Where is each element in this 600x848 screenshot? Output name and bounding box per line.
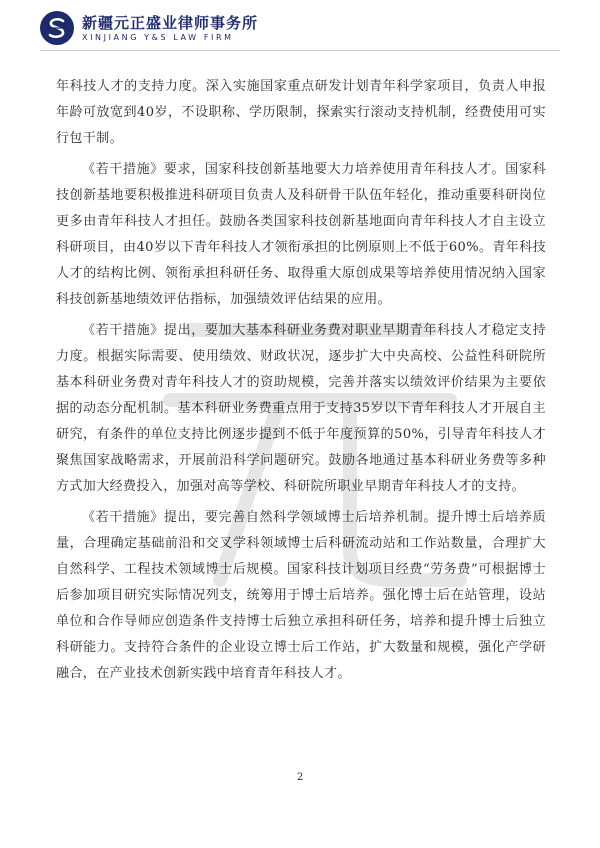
header-divider bbox=[40, 50, 560, 51]
paragraph-1: 年科技人才的支持力度。深入实施国家重点研发计划青年科学家项目，负责人申报年龄可放宽到40岁，不设职称、学历限制，探索实行滚动支持机制，经费使用可实行包干制。 bbox=[56, 79, 546, 146]
firm-brand bbox=[82, 14, 258, 43]
page-header bbox=[40, 6, 340, 50]
firm-name-en: XINJIANG Y&S LAW FIRM bbox=[82, 32, 234, 42]
paragraph-2: 《若干措施》要求，国家科技创新基地要大力培养使用青年科技人才。国家科技创新基地要积极推进科研项目负责人及科研骨干队伍年轻化，推动重要科研岗位更多由青年科技人才担任。鼓励各类国家科技创新基地面向青年科技人才自主设立科研项目，由40岁以下青年科技人才领衔承担的比例原则上不低于60%。青年科技人才的结构比例、领衔承担科研任务、取得重大原创成果等培养使用情况纳入国家科技创新基地绩效评估指标，加强绩效评估结果的应用。 bbox=[56, 162, 546, 307]
page-number: 2 bbox=[296, 772, 304, 783]
paragraph-4: 《若干措施》提出，要完善自然科学领域博士后培养机制。提升博士后培养质量，合理确定基础前沿和交叉学科领域博士后科研流动站和工作站数量，合理扩大自然科学、工程技术领域博士后规模。国家科技计划项目经费“劳务费”可根据博士后参加项目研究实际情况列支，统筹用于博士后培养。强化博士后在站管理，设站单位和合作导师应创造条件支持博士后独立承担科研任务，培养和提升博士后独立科研能力。支持符合条件的企业设立博士后工作站，扩大数量和规模，强化产学研融合，在产业技术创新实践中培育青年科技人才。 bbox=[56, 510, 546, 681]
document-body bbox=[56, 74, 546, 687]
paragraph-3: 《若干措施》提出，要加大基本科研业务费对职业早期青年科技人才稳定支持力度。根据实际需要、使用绩效、财政状况，逐步扩大中央高校、公益性科研院所基本科研业务费对青年科技人才的资助规模，完善并落实以绩效评价结果为主要依据的动态分配机制。基本科研业务费重点用于支持35岁以下青年科技人才开展自主研究，有条件的单位支持比例逐步提到不低于年度预算的50%，引导青年科技人才聚焦国家战略需求，开展前沿科学问题研究。鼓励各地通过基本科研业务费等多种方式加大经费投入，加强对高等学校、科研院所职业早期青年科技人才的支持。 bbox=[56, 323, 546, 494]
firm-name-cn: 新疆元正盛业律师事务所 bbox=[82, 13, 259, 32]
firm-logo-icon bbox=[40, 11, 74, 45]
